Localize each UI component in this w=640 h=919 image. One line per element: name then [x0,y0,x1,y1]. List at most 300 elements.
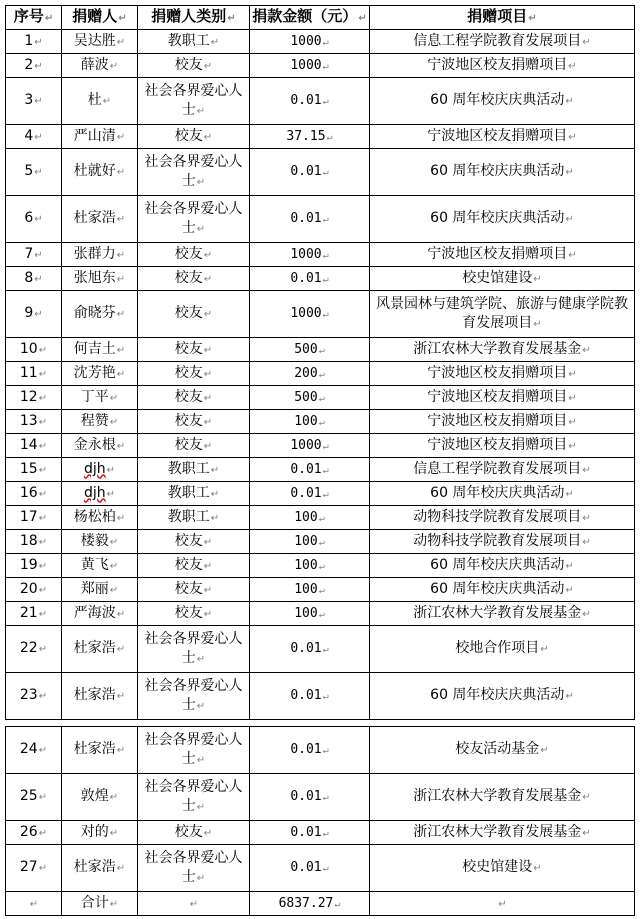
cell-index [6,196,62,243]
table-row [6,845,635,892]
cell-text: 1 [24,32,34,49]
paragraph-mark: ↵ [196,801,206,813]
cell-amount [250,673,370,720]
paragraph-mark: ↵ [540,644,549,655]
cell-text: 500 [294,341,318,357]
cell-amount [250,386,370,410]
paragraph-mark: ↵ [565,691,574,702]
paragraph-mark: ↵ [38,512,48,524]
paragraph-mark: ↵ [38,608,48,620]
cell-donor [62,821,138,845]
cell-text: 张群力 [73,245,116,262]
paragraph-mark: ↵ [318,560,325,572]
paragraph-mark: ↵ [203,60,213,72]
donation-table-page [5,5,634,916]
cell-text: 宁波地区校友捐赠项目 [427,388,568,405]
paragraph-mark: ↵ [582,536,591,548]
table-row [6,530,635,554]
cell-text: 校史馆建设 [462,269,533,286]
cell-text: 郑丽 [80,580,109,597]
cell-project [370,774,635,821]
cell-index [6,845,62,892]
cell-donor [62,626,138,673]
cell-donor [62,506,138,530]
paragraph-mark: ↵ [318,584,325,596]
table-row [6,821,635,845]
paragraph-mark: ↵ [203,368,213,380]
cell-text: 俞晓芬 [73,305,116,321]
table-row [6,338,635,362]
cell-text: 14 [19,436,38,453]
cell-index [6,386,62,410]
paragraph-mark: ↵ [565,96,574,107]
cell-amount [250,291,370,338]
cell-donor [62,774,138,821]
header-project: 捐赠项目↵ [370,6,635,30]
cell-text: 敦煌 [80,788,109,804]
cell-category [138,673,250,720]
paragraph-mark: ↵ [203,608,213,620]
paragraph-mark: ↵ [38,368,48,380]
cell-index [6,291,62,338]
cell-text: 沈芳艳 [73,364,116,381]
paragraph-mark: ↵ [203,392,213,404]
cell-text: 社会各界爱心人士 [144,849,243,885]
cell-project [370,673,635,720]
cell-text: 20 [19,580,38,597]
cell-category [138,243,250,267]
cell-text: 校友 [174,580,203,597]
cell-text: 6837.27 [278,895,334,911]
total-amount [250,892,370,916]
paragraph-mark: ↵ [38,745,48,756]
cell-category [138,482,250,506]
cell-text: 楼毅 [80,532,109,549]
cell-amount [250,338,370,362]
page-break-gap [6,720,635,727]
cell-text: 100 [294,581,318,597]
paragraph-mark: ↵ [318,392,325,404]
paragraph-mark: ↵ [322,214,329,225]
cell-text: 对的 [80,823,109,840]
cell-text: 15 [19,460,38,477]
paragraph-mark: ↵ [109,792,119,803]
cell-text: 浙江农林大学教育发展基金 [413,788,582,804]
cell-project [370,243,635,267]
paragraph-mark: ↵ [116,863,126,874]
cell-text: 0.01 [290,270,322,286]
table-row [6,386,635,410]
table-row [6,267,635,291]
table-row [6,554,635,578]
paragraph-mark: ↵ [203,440,213,452]
cell-text: 6 [24,210,34,226]
paragraph-mark: ↵ [109,898,119,910]
cell-text: 社会各界爱心人士 [144,778,243,814]
cell-text: 60 周年校庆庆典活动 [430,580,565,597]
paragraph-mark: ↵ [109,416,119,428]
cell-text: 宁波地区校友捐赠项目 [427,364,568,381]
cell-amount [250,54,370,78]
paragraph-mark: ↵ [116,131,126,143]
cell-index [6,673,62,720]
cell-index [6,267,62,291]
table-row [6,673,635,720]
paragraph-mark: ↵ [318,512,325,524]
paragraph-mark: ↵ [322,863,329,874]
cell-text: 60 周年校庆庆典活动 [430,484,565,501]
paragraph-mark: ↵ [203,309,213,320]
paragraph-mark: ↵ [318,368,325,380]
cell-text: 27 [19,859,38,875]
paragraph-mark: ↵ [322,691,329,702]
cell-text: 0.01 [290,824,322,840]
cell-project [370,458,635,482]
cell-project [370,149,635,196]
cell-text: 社会各界爱心人士 [144,82,243,118]
cell-donor [62,386,138,410]
cell-index [6,149,62,196]
paragraph-mark: ↵ [565,167,574,178]
paragraph-mark: ↵ [318,344,325,356]
paragraph-mark: ↵ [109,392,119,404]
paragraph-mark: ↵ [116,440,126,452]
cell-text: 宁波地区校友捐赠项目 [427,412,568,429]
table-row [6,506,635,530]
cell-category [138,845,250,892]
cell-text: 0.01 [290,461,322,477]
cell-text: 100 [294,557,318,573]
cell-project [370,338,635,362]
total-category [138,892,250,916]
cell-text: 0.01 [290,789,322,804]
cell-text: 1000 [290,246,322,262]
paragraph-mark: ↵ [533,318,542,330]
paragraph-mark: ↵ [568,392,577,404]
cell-amount [250,243,370,267]
cell-amount [250,626,370,673]
cell-index [6,434,62,458]
paragraph-mark: ↵ [34,249,43,261]
header-donor: 捐赠人↵ [62,6,138,30]
paragraph-mark: ↵ [34,214,43,225]
cell-text: 校友 [174,436,203,453]
cell-text: 100 [294,533,318,549]
cell-text: 校友 [174,340,203,357]
paragraph-mark: ↵ [196,872,206,884]
cell-category [138,362,250,386]
table-row [6,362,635,386]
cell-index [6,727,62,774]
table-row [6,125,635,149]
cell-index [6,243,62,267]
paragraph-mark: ↵ [322,96,329,107]
paragraph-mark: ↵ [38,584,48,596]
cell-text: 21 [19,604,38,621]
cell-text: 200 [294,365,318,381]
cell-index [6,410,62,434]
cell-text: 0.01 [290,860,322,875]
cell-category [138,54,250,78]
paragraph-mark: ↵ [203,344,213,356]
paragraph-mark: ↵ [322,792,329,803]
cell-project [370,78,635,125]
paragraph-mark: ↵ [116,608,126,620]
cell-text: 0.01 [290,164,322,179]
cell-donor [62,434,138,458]
cell-text: djh [83,484,106,501]
cell-text: 0.01 [290,742,322,757]
cell-text: 60 周年校庆庆典活动 [430,210,565,226]
cell-text: 0.01 [290,211,322,226]
cell-text: 杜家浩 [73,741,116,757]
cell-text: 校地合作项目 [455,640,540,656]
cell-index [6,602,62,626]
paragraph-mark: ↵ [582,344,591,356]
cell-text: 社会各界爱心人士 [144,153,243,189]
paragraph-mark: ↵ [210,488,220,500]
cell-text: 17 [19,508,38,525]
paragraph-mark: ↵ [116,309,126,320]
cell-text: 100 [294,605,318,621]
cell-text: 校友 [174,269,203,286]
paragraph-mark: ↵ [38,863,48,874]
cell-category [138,386,250,410]
header-donor-category: 捐赠人类别↵ [138,6,250,30]
paragraph-mark: ↵ [38,488,48,500]
paragraph-mark: ↵ [203,273,213,285]
cell-text: 杜家浩 [73,687,116,703]
cell-text: 黄飞 [80,556,109,573]
cell-index [6,774,62,821]
cell-donor [62,196,138,243]
paragraph-mark: ↵ [582,827,591,839]
cell-text: 严山清 [73,127,116,144]
cell-amount [250,196,370,243]
paragraph-mark: ↵ [210,512,220,524]
cell-text: 信息工程学院教育发展项目 [413,460,582,477]
table-row [6,243,635,267]
cell-index [6,78,62,125]
cell-project [370,821,635,845]
paragraph-mark: ↵ [109,60,119,72]
cell-category [138,458,250,482]
paragraph-mark: ↵ [34,131,43,143]
table-row [6,774,635,821]
cell-amount [250,30,370,54]
cell-donor [62,727,138,774]
cell-donor [62,458,138,482]
paragraph-mark: ↵ [322,36,329,48]
paragraph-mark: ↵ [203,536,213,548]
paragraph-mark: ↵ [203,584,213,596]
paragraph-mark: ↵ [196,700,206,712]
cell-text: 社会各界爱心人士 [144,200,243,236]
cell-text: 16 [19,484,38,501]
paragraph-mark: ↵ [38,792,48,803]
paragraph-mark: ↵ [196,754,206,766]
table-row [6,291,635,338]
paragraph-mark: ↵ [196,105,206,117]
cell-category [138,267,250,291]
paragraph-mark: ↵ [565,560,574,572]
cell-text: 26 [19,823,38,840]
cell-project [370,386,635,410]
paragraph-mark: ↵ [116,167,126,178]
cell-project [370,845,635,892]
cell-amount [250,530,370,554]
cell-project [370,434,635,458]
cell-text: 60 周年校庆庆典活动 [430,163,565,179]
paragraph-mark: ↵ [116,36,126,48]
cell-project [370,30,635,54]
paragraph-mark: ↵ [582,512,591,524]
cell-text: 60 周年校庆庆典活动 [430,92,565,108]
cell-amount [250,845,370,892]
cell-text: 0.01 [290,485,322,501]
paragraph-mark: ↵ [106,488,116,500]
cell-amount [250,727,370,774]
paragraph-mark: ↵ [116,249,126,261]
cell-text: 杜 [87,92,102,108]
cell-text: 1000 [290,437,322,453]
cell-text: 60 周年校庆庆典活动 [430,687,565,703]
cell-text: 60 周年校庆庆典活动 [430,556,565,573]
paragraph-mark: ↵ [210,36,220,48]
cell-amount [250,774,370,821]
cell-text: 11 [19,364,38,381]
cell-donor [62,243,138,267]
cell-category [138,554,250,578]
table-row [6,458,635,482]
paragraph-mark: ↵ [38,644,48,655]
cell-index [6,458,62,482]
cell-text: 动物科技学院教育发展项目 [413,532,582,549]
cell-category [138,410,250,434]
paragraph-mark: ↵ [322,309,329,320]
cell-text: 浙江农林大学教育发展基金 [413,340,582,357]
paragraph-mark: ↵ [203,131,213,143]
paragraph-mark: ↵ [568,368,577,380]
total-row [6,892,635,916]
cell-text: 校友 [174,245,203,262]
cell-text: 校友 [174,532,203,549]
total-project [370,892,635,916]
cell-amount [250,362,370,386]
paragraph-mark: ↵ [116,368,126,380]
cell-project [370,482,635,506]
paragraph-mark: ↵ [116,644,126,655]
cell-text: 浙江农林大学教育发展基金 [413,604,582,621]
cell-text: 社会各界爱心人士 [144,677,243,713]
paragraph-mark: ↵ [582,36,591,48]
cell-category [138,434,250,458]
paragraph-mark: ↵ [116,745,126,756]
cell-text: 教职工 [167,32,210,49]
cell-text: 信息工程学院教育发展项目 [413,32,582,49]
cell-text: 金永根 [73,436,116,453]
table-row [6,54,635,78]
cell-text: 0.01 [290,641,322,656]
cell-donor [62,482,138,506]
cell-category [138,338,250,362]
cell-text: 校友活动基金 [455,741,540,757]
cell-text: djh [83,460,106,477]
paragraph-mark: ↵ [38,560,48,572]
cell-text: 3 [24,92,34,108]
cell-text: 动物科技学院教育发展项目 [413,508,582,525]
paragraph-mark: ↵ [582,464,591,476]
paragraph-mark: ↵ [38,440,48,452]
paragraph-mark: ↵ [109,560,119,572]
cell-text: 社会各界爱心人士 [144,731,243,767]
cell-amount [250,149,370,196]
cell-text: 0.01 [290,688,322,703]
paragraph-mark: ↵ [38,827,48,839]
table-row [6,578,635,602]
cell-index [6,626,62,673]
paragraph-mark: ↵ [34,60,43,72]
paragraph-mark: ↵ [38,536,48,548]
table-row [6,196,635,243]
cell-text: 校友 [174,556,203,573]
paragraph-mark: ↵ [196,653,206,665]
cell-project [370,530,635,554]
donation-table [5,5,635,916]
cell-amount [250,458,370,482]
paragraph-mark: ↵ [196,223,206,235]
cell-text: 23 [19,687,38,703]
cell-project [370,54,635,78]
cell-category [138,530,250,554]
cell-category [138,506,250,530]
cell-text: 薛波 [80,56,109,73]
cell-text: 教职工 [167,508,210,525]
paragraph-mark: ↵ [322,827,329,839]
paragraph-mark: ↵ [565,584,574,596]
cell-category [138,727,250,774]
cell-index [6,506,62,530]
cell-text: 杜家浩 [73,210,116,226]
paragraph-mark: ↵ [189,898,199,910]
paragraph-mark: ↵ [322,745,329,756]
header-row [6,6,635,30]
cell-amount [250,482,370,506]
cell-donor [62,338,138,362]
cell-text: 13 [19,412,38,429]
cell-text: 严海波 [73,604,116,621]
paragraph-mark: ↵ [102,96,112,107]
cell-text: 1000 [290,33,322,49]
cell-text: 22 [19,640,38,656]
cell-amount [250,578,370,602]
cell-text: 4 [24,127,34,144]
cell-index [6,338,62,362]
cell-text: 校友 [174,604,203,621]
paragraph-mark: ↵ [318,416,325,428]
cell-text: 5 [24,163,34,179]
cell-text: 校友 [174,305,203,321]
cell-donor [62,602,138,626]
paragraph-mark: ↵ [533,863,542,874]
paragraph-mark: ↵ [322,273,329,285]
cell-donor [62,78,138,125]
paragraph-mark: ↵ [565,214,574,225]
cell-index [6,821,62,845]
cell-category [138,291,250,338]
cell-project [370,578,635,602]
cell-donor [62,149,138,196]
